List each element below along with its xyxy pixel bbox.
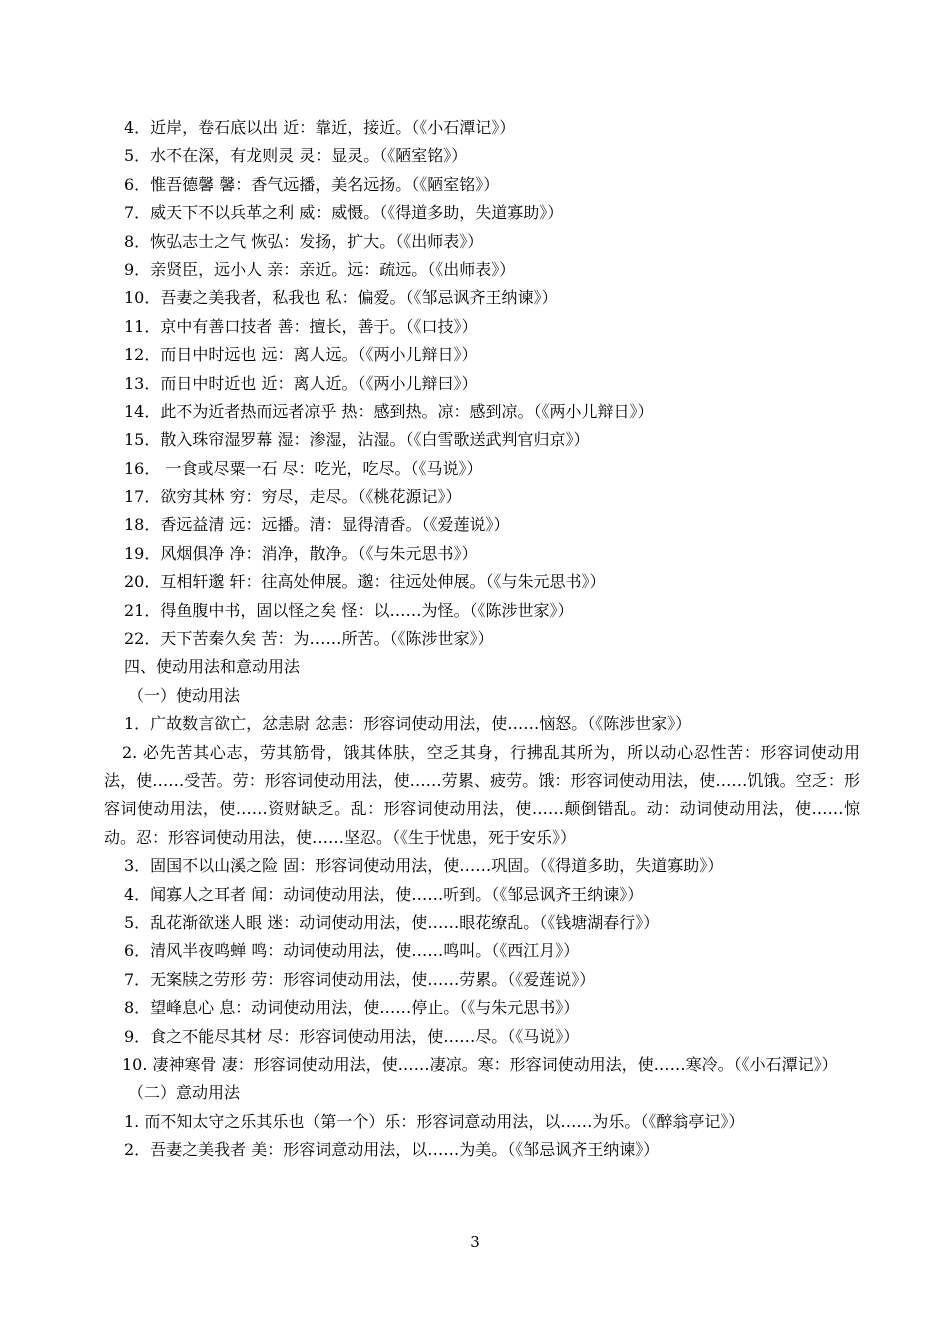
list-item: 20．互相轩邈 轩：往高处伸展。邈：往远处伸展。（《与朱元思书》） <box>124 572 606 592</box>
list-item: 5．水不在深，有龙则灵 灵：显灵。（《陋室铭》） <box>124 146 468 166</box>
list-item: 18．香远益清 远：远播。清：显得清香。（《爱莲说》） <box>124 515 510 535</box>
list-item: 4．近岸，卷石底以出 近：靠近，接近。（《小石潭记》） <box>124 118 516 137</box>
list-item: 3．固国不以山溪之险 固：形容词使动用法，使……巩固。（《得道多助，失道寡助》） <box>124 856 724 876</box>
list-item: 15．散入珠帘湿罗幕 湿：渗湿，沾湿。（《白雪歌送武判官归京》） <box>124 430 590 450</box>
list-item: 7．威天下不以兵革之利 威：威慑。（《得道多助，失道寡助》） <box>124 203 564 223</box>
list-item: 16． 一食或尽粟一石 尽：吃光，吃尽。（《马说》） <box>124 458 483 478</box>
list-item: 6．清风半夜鸣蝉 鸣：动词使动用法，使……鸣叫。（《西江月》） <box>124 941 580 961</box>
list-item: 4．闻寡人之耳者 闻：动词使动用法，使……听到。（《邹忌讽齐王纳谏》） <box>124 884 644 904</box>
list-item: 9．食之不能尽其材 尽：形容词使动用法，使……尽。（《马说》） <box>124 1026 580 1046</box>
subsection-heading-causative: （一）使动用法 <box>128 685 241 705</box>
list-item: 7．无案牍之劳形 劳：形容词使动用法，使……劳累。（《爱莲说》） <box>124 969 596 989</box>
list-item: 5．乱花渐欲迷人眼 迷：动词使动用法，使……眼花缭乱。（《钱塘湖春行》） <box>124 913 660 932</box>
page-content <box>104 114 860 1165</box>
list-item: 9．亲贤臣，远小人 亲：亲近。远：疏远。（《出师表》） <box>124 259 516 279</box>
list-item-paragraph: 10. 凄神寒骨 凄：形容词使动用法，使……凄凉。寒：形容词使动用法，使……寒冷。（《小石潭记》） <box>122 1054 838 1074</box>
list-item: 2．吾妻之美我者 美：形容词意动用法，以……为美。（《邹忌讽齐王纳谏》） <box>124 1140 660 1160</box>
list-item: 10．吾妻之美我者，私我也 私：偏爱。（《邹忌讽齐王纳谏》） <box>124 288 558 308</box>
list-item: 14．此不为近者热而远者凉乎 热：感到热。凉：感到凉。（《两小儿辩日》） <box>124 401 654 421</box>
page-number: 3 <box>470 1233 480 1251</box>
list-item: 6．惟吾德馨 馨：香气远播，美名远扬。（《陋室铭》） <box>124 174 500 194</box>
list-item: 8．恢弘志士之气 恢弘：发扬，扩大。（《出师表》） <box>124 231 484 251</box>
list-item: 12．而日中时远也 远：离人远。（《两小儿辩日》） <box>124 345 478 365</box>
list-item: 1．广故数言欲亡，忿恚尉 忿恚：形容词使动用法，使……恼怒。（《陈涉世家》） <box>124 714 692 734</box>
list-item: 22．天下苦秦久矣 苦：为……所苦。（《陈涉世家》） <box>124 629 494 649</box>
section-heading: 四、使动用法和意动用法 <box>124 657 301 677</box>
subsection-heading-putative: （二）意动用法 <box>128 1083 241 1103</box>
list-item: 1. 而不知太守之乐其乐也（第一个）乐：形容词意动用法，以……为乐。（《醉翁亭记》） <box>124 1111 745 1131</box>
list-item: 19．风烟俱净 净：消净，散净。（《与朱元思书》） <box>124 543 478 563</box>
list-item: 8．望峰息心 息：动词使动用法，使……停止。（《与朱元思书》） <box>124 998 580 1018</box>
list-item: 17．欲穷其林 穷：穷尽，走尽。（《桃花源记》） <box>124 487 462 507</box>
list-item: 11．京中有善口技者 善：擅长，善于。（《口技》） <box>124 316 478 336</box>
list-item: 21．得鱼腹中书，固以怪之矣 怪：以……为怪。（《陈涉世家》） <box>124 600 574 620</box>
list-item: 13．而日中时近也 近：离人近。（《两小儿辩曰》） <box>124 373 478 393</box>
list-item-paragraph: 2. 必先苦其心志，劳其筋骨，饿其体肤，空乏其身，行拂乱其所为，所以动心忍性苦：形容词使动用法，使……受苦。劳：形容词使动用法，使……劳累、疲劳。饿：形容词使动用法，使……饥饿。空乏：形容词使动用法，使……资财缺乏。乱：形容词使动用法，使……颠倒错乱。动：动词使动用法，使……惊动。忍：形容词使动用法，使……坚忍。（《生于忧患，死于安乐》） <box>104 742 860 847</box>
